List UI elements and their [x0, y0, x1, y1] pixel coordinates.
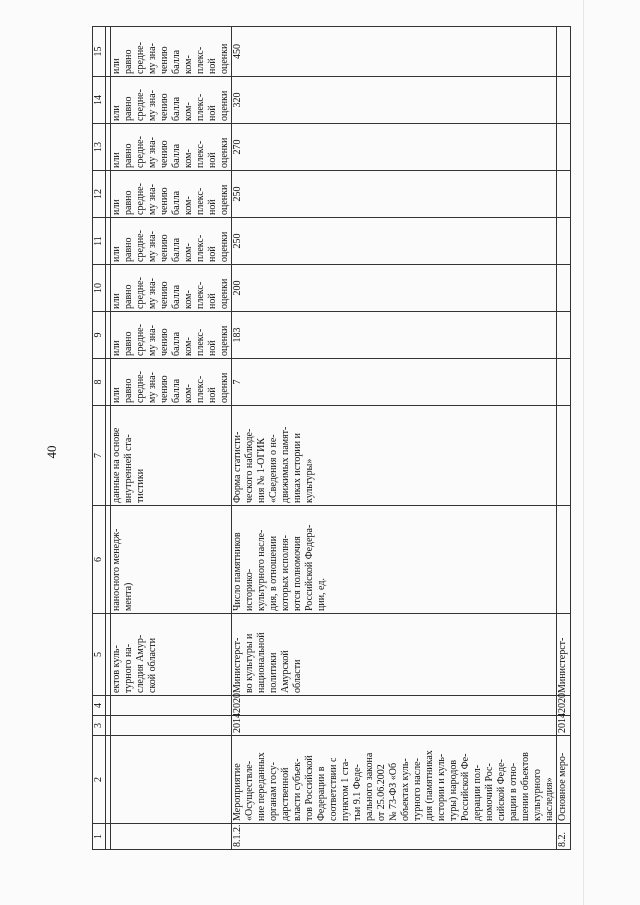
indicator-cell: Число памятников историко- культурного насле- дия, в отношении которых исполня- ются полномочия Российской Федера- ции, ед. [232, 506, 557, 614]
header-cell: 10 [93, 265, 106, 312]
value-cell: 200 [232, 265, 557, 312]
value-cell: 250 [232, 218, 557, 265]
source-cell: Форма статисти- ческого наблюде- ния № 1-ОГИК «Сведения о не- движимых памят- никах истории и культуры» [232, 406, 557, 506]
header-cell: 1 [93, 824, 106, 850]
condition-cell: или равно средне- му зна- чению балла ком- плекс- ной оценки [111, 77, 232, 124]
header-cell: 12 [93, 171, 106, 218]
end-year-cell: 2020 [232, 696, 557, 716]
header-cell: 2 [93, 736, 106, 824]
header-cell: 3 [93, 716, 106, 736]
table-cell [111, 696, 232, 716]
header-cell: 6 [93, 506, 106, 614]
header-cell: 9 [93, 312, 106, 359]
table-cell [111, 716, 232, 736]
table-cell [557, 77, 571, 124]
page-number: 40 [44, 445, 59, 459]
indicator-table [92, 26, 571, 850]
activity-name-cell: Основное меро- [557, 736, 571, 824]
header-cell: 4 [93, 696, 106, 716]
executor-cell: ектов куль- турного на- следия Амур- ской области [111, 614, 232, 696]
start-year-cell: 2014 [232, 716, 557, 736]
table-cell [557, 265, 571, 312]
condition-cell: или равно средне- му зна- чению балла ком- плекс- ной оценки [111, 124, 232, 171]
executor-cell: Министерст- [557, 614, 571, 696]
row-number-cell: 8.2. [557, 824, 571, 850]
indicator-cell: наносного менедж- мента) [111, 506, 232, 614]
end-year-cell: 2020 [557, 696, 571, 716]
header-cell: 11 [93, 218, 106, 265]
table-cell [557, 506, 571, 614]
table-cell [557, 218, 571, 265]
condition-cell: или равно средне- му зна- чению балла ком- плекс- ной оценки [111, 27, 232, 77]
condition-cell: или равно средне- му зна- чению балла ком- плекс- ной оценки [111, 171, 232, 218]
condition-cell: или равно средне- му зна- чению балла ком- плекс- ной оценки [111, 218, 232, 265]
table-cell [557, 406, 571, 506]
table-cell [557, 27, 571, 77]
scan-streak [583, 0, 584, 905]
row-number-cell: 8.1.2. [232, 824, 557, 850]
condition-cell: или равно средне- му зна- чению балла ком- плекс- ной оценки [111, 265, 232, 312]
table-row [232, 27, 557, 850]
header-cell: 13 [93, 124, 106, 171]
value-cell: 7 [232, 359, 557, 406]
header-row [93, 27, 106, 850]
condition-cell: или равно средне- му зна- чению балла ком- плекс- ной оценки [111, 359, 232, 406]
value-cell: 320 [232, 77, 557, 124]
header-cell: 8 [93, 359, 106, 406]
value-cell: 250 [232, 171, 557, 218]
rotated-table-container [92, 30, 568, 850]
table-cell [557, 312, 571, 359]
table-row [111, 27, 232, 850]
table-cell [111, 824, 232, 850]
source-cell: данные на основе внутренней ста- тистики [111, 406, 232, 506]
table-cell [557, 124, 571, 171]
table-cell [557, 171, 571, 218]
header-cell: 15 [93, 27, 106, 77]
header-cell: 5 [93, 614, 106, 696]
table-cell [557, 359, 571, 406]
header-cell: 7 [93, 406, 106, 506]
executor-cell: Министерст- во культуры и национальной политики Амурской области [232, 614, 557, 696]
activity-name-cell: Мероприятие «Осуществле- ние переданных органам госу- дарственной власти субъек- тов Российской Федерации в соответствии с пунктом 1 ста- тьи 9.1 Феде- рального закона от 25.06.2002 № 73-ФЗ «Об объектах куль- турного насле- дия (памятниках истории и куль- туры) народов Российской Фе- дерации пол- номочий Рос- сийской Феде- рации в отно- шении объектов культурного наследия» [232, 736, 557, 824]
start-year-cell: 2014 [557, 716, 571, 736]
value-cell: 270 [232, 124, 557, 171]
table-cell [111, 736, 232, 824]
table-row [557, 27, 571, 850]
condition-cell: или равно средне- му зна- чению балла ком- плекс- ной оценки [111, 312, 232, 359]
value-cell: 183 [232, 312, 557, 359]
header-cell: 14 [93, 77, 106, 124]
value-cell: 450 [232, 27, 557, 77]
